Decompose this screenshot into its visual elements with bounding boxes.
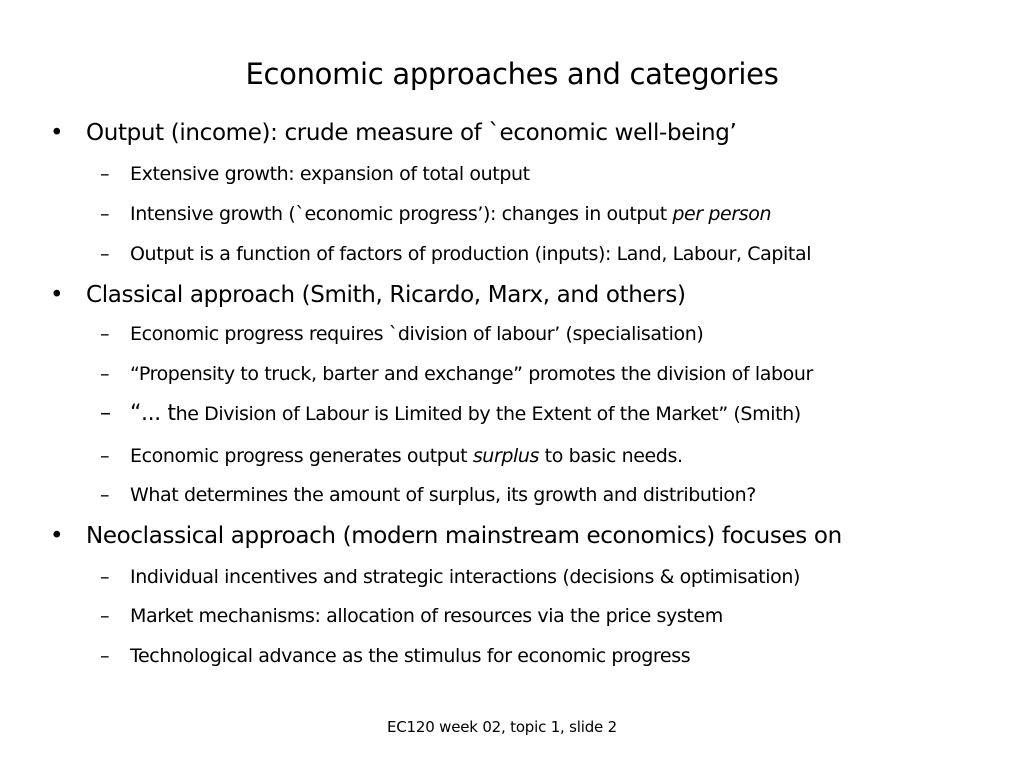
- quote-lead: “... t: [130, 401, 176, 426]
- sub-item-text: [130, 442, 683, 470]
- sub-item-text: Market mechanisms: allocation of resources via the price system: [130, 605, 723, 627]
- bullet-text: Classical approach (Smith, Ricardo, Marx, and others): [86, 282, 686, 308]
- slide-title: Economic approaches and categories: [245, 57, 779, 91]
- sub-item-text: Output is a function of factors of production (inputs): Land, Labour, Capital: [130, 243, 812, 265]
- sub-item-text-main: he Division of Labour is Limited by the Extent of the Market” (Smith): [175, 403, 801, 425]
- emphasis-surplus: surplus: [472, 445, 540, 467]
- dash-icon: –: [100, 401, 111, 426]
- dash-icon: –: [100, 163, 110, 185]
- sub-item-text: What determines the amount of surplus, its growth and distribution?: [130, 484, 756, 506]
- sub-item-text-main: Intensive growth (`economic progress’): changes in output: [130, 203, 673, 225]
- dash-icon: –: [100, 445, 110, 467]
- bullet-text: Output (income): crude measure of `economic well-being’: [86, 120, 737, 146]
- sub-item-text: Economic progress requires `division of labour’ (specialisation): [130, 323, 704, 345]
- dash-icon: –: [100, 484, 110, 506]
- sub-item-text: Individual incentives and strategic interactions (decisions & optimisation): [130, 566, 800, 588]
- sub-item-text-tail: to basic needs.: [539, 445, 683, 467]
- bullet-icon: •: [50, 282, 64, 308]
- dash-icon: –: [100, 363, 110, 385]
- sub-item-text: Technological advance as the stimulus for economic progress: [130, 645, 691, 667]
- emphasis-per-person: per person: [672, 203, 772, 225]
- sub-item-text: “Propensity to truck, barter and exchange” promotes the division of labour: [130, 363, 813, 385]
- dash-icon: –: [100, 323, 110, 345]
- dash-icon: –: [100, 203, 110, 225]
- bullet-icon: •: [50, 523, 64, 549]
- bullet-text: Neoclassical approach (modern mainstream economics) focuses on: [86, 523, 842, 549]
- sub-item-text: [130, 400, 801, 428]
- sub-item-text: Extensive growth: expansion of total output: [130, 163, 530, 185]
- sub-item-text-main: Economic progress generates output: [130, 445, 473, 467]
- bullet-icon: •: [50, 120, 64, 146]
- dash-icon: –: [100, 645, 110, 667]
- sub-item-text: [130, 200, 771, 228]
- dash-icon: –: [100, 566, 110, 588]
- dash-icon: –: [100, 605, 110, 627]
- dash-icon: –: [100, 243, 110, 265]
- slide-footer: EC120 week 02, topic 1, slide 2: [386, 718, 617, 736]
